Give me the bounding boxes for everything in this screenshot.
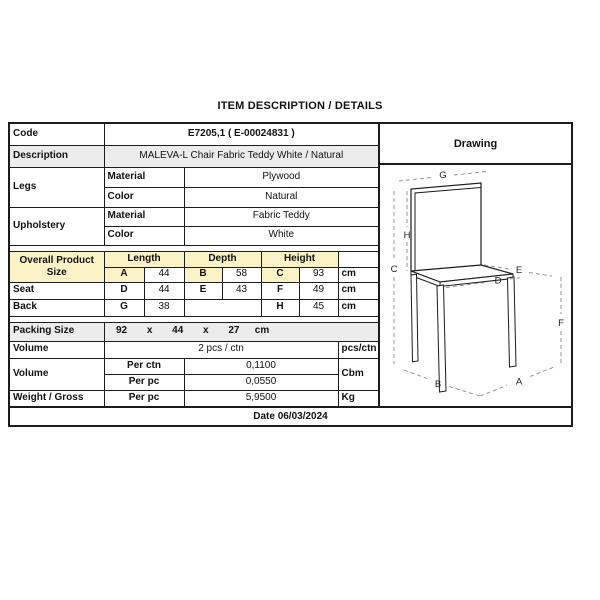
page-title: ITEM DESCRIPTION / DETAILS xyxy=(217,100,383,112)
size-col-height: Height xyxy=(261,251,338,267)
code-value: E7205,1 ( E-00024831 ) xyxy=(104,123,379,145)
dim-label-e: E xyxy=(515,265,523,276)
back-key-g: G xyxy=(104,299,144,316)
per-ctn-label: Per ctn xyxy=(104,358,184,374)
size-key-b: B xyxy=(184,267,222,282)
legs-color-label: Color xyxy=(104,187,184,207)
dim-label-h: H xyxy=(403,230,411,241)
volume-label: Volume xyxy=(9,358,104,390)
weight-unit: Kg xyxy=(338,390,379,407)
weight-value: 5,9500 xyxy=(184,390,338,407)
upholstery-color-label: Color xyxy=(104,226,184,245)
upholstery-label: Upholstery xyxy=(9,207,104,245)
legs-material-label: Material xyxy=(104,167,184,187)
packing-size-label: Packing Size xyxy=(9,322,104,341)
dim-label-a: A xyxy=(515,376,523,388)
weight-row-label: Per pc xyxy=(104,390,184,407)
weight-label: Weight / Gross xyxy=(9,390,104,407)
seat-key-e: E xyxy=(184,282,222,299)
upholstery-color-value: White xyxy=(184,226,379,245)
dim-line-g xyxy=(399,177,433,181)
dim-label-c: C xyxy=(390,264,398,275)
size-col-depth: Depth xyxy=(184,251,261,267)
description-value: MALEVA-L Chair Fabric Teddy White / Natural xyxy=(104,145,379,167)
packing-size-value xyxy=(104,322,379,341)
drawing-panel xyxy=(380,122,573,408)
drawing-header: Drawing xyxy=(380,124,571,165)
back-val-g: 38 xyxy=(144,299,184,316)
legs-material-value: Plywood xyxy=(184,167,379,187)
spec-sheet xyxy=(8,122,573,427)
back-val-h: 45 xyxy=(299,299,338,316)
chair-leg-front xyxy=(434,285,446,392)
seat-val-e: 43 xyxy=(222,282,261,299)
packing-x-1: x xyxy=(146,325,153,337)
chair-leg-back-left xyxy=(411,274,418,362)
packing-dim-2: 44 xyxy=(172,325,184,337)
packing-x-2: x xyxy=(203,325,209,337)
seat-unit: cm xyxy=(338,282,379,299)
seat-val-d: 44 xyxy=(144,282,184,299)
chair-drawing xyxy=(380,165,575,410)
dim-label-g: G xyxy=(439,170,447,181)
packing-dim-1: 92 xyxy=(115,325,128,337)
size-overall-unit: cm xyxy=(338,267,379,282)
description-label: Description xyxy=(9,145,104,167)
packing-dim-3: 27 xyxy=(228,325,240,337)
size-col-length: Length xyxy=(104,251,184,267)
size-header: Overall Product Size xyxy=(9,251,104,282)
seat-val-f: 49 xyxy=(299,282,338,299)
seat-key-f: F xyxy=(261,282,299,299)
back-unit: cm xyxy=(338,299,379,316)
back-key-h: H xyxy=(261,299,299,316)
back-label: Back xyxy=(9,299,104,316)
seat-label: Seat xyxy=(9,282,104,299)
per-pc-label: Per pc xyxy=(104,374,184,390)
back-depth-empty xyxy=(184,299,261,316)
seat-key-d: D xyxy=(104,282,144,299)
legs-label: Legs xyxy=(9,167,104,207)
size-key-c: C xyxy=(261,267,299,282)
code-label: Code xyxy=(9,123,104,145)
upholstery-material-value: Fabric Teddy xyxy=(184,207,379,226)
spec-table xyxy=(8,122,380,408)
dim-label-b: B xyxy=(434,379,442,390)
legs-color-value: Natural xyxy=(184,187,379,207)
dim-label-d: D xyxy=(494,275,502,287)
per-ctn-value: 0,1100 xyxy=(184,358,338,374)
size-val-b: 58 xyxy=(222,267,261,282)
volume-pcs-label: Volume xyxy=(9,341,104,358)
dim-label-f: F xyxy=(558,318,564,329)
packing-unit: cm xyxy=(254,325,270,337)
date-row: Date 06/03/2024 xyxy=(8,408,573,427)
size-corner-cell xyxy=(338,251,379,267)
volume-unit: Cbm xyxy=(338,358,379,390)
per-pc-value: 0,0550 xyxy=(184,374,338,390)
size-val-c: 93 xyxy=(299,267,338,282)
chair-leg-right xyxy=(508,277,517,367)
size-key-a: A xyxy=(104,267,144,282)
volume-pcs-unit: pcs/ctn xyxy=(338,341,379,358)
chair-backrest xyxy=(411,183,481,271)
size-val-a: 44 xyxy=(144,267,184,282)
upholstery-material-label: Material xyxy=(104,207,184,226)
volume-pcs-value: 2 pcs / ctn xyxy=(104,341,338,358)
